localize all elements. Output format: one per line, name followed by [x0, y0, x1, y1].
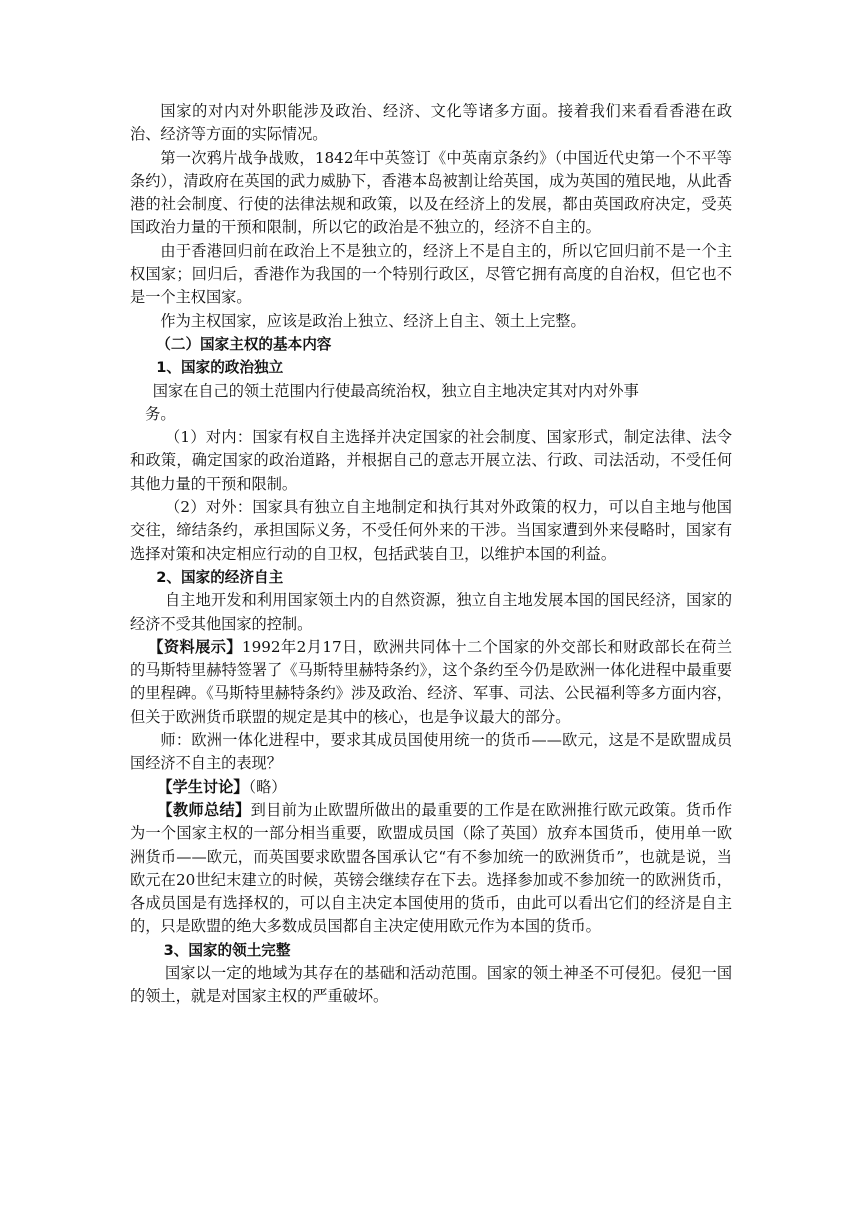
- paragraph-territory: 国家以一定的地域为其存在的基础和活动范围。国家的领土神圣不可侵犯。侵犯一国的领土，就是对国家主权的严重破坏。: [130, 963, 732, 1006]
- paragraph-supreme-power-line2: 务。: [145, 404, 176, 423]
- paragraph-teacher-question: 师：欧洲一体化进程中，要求其成员国使用统一的货币——欧元，这是不是欧盟成员国经济不自主的表现？: [130, 731, 732, 773]
- paragraph-functions: 国家的对内对外职能涉及政治、经济、文化等诸多方面。接着我们来看看香港在政治、经济等方面的实际情况。: [130, 102, 732, 144]
- heading-territorial-integrity: 3、国家的领土完整: [163, 941, 291, 959]
- paragraph-internal: （1）对内：国家有权自主选择并决定国家的社会制度、国家形式，制定法律、法令和政策，确定国家的政治道路，并根据自己的意志开展立法、行政、司法活动，不受任何其他力量的干预和限制。: [130, 428, 732, 493]
- paragraph-hong-kong-return: 由于香港回归前在政治上不是独立的，经济上不是自主的，所以它回归前不是一个主权国家；回归后，香港作为我国的一个特别行政区，尽管它拥有高度的自治权，但它也不是一个主权国家。: [130, 241, 732, 307]
- document-page: [130, 100, 732, 1009]
- paragraph-supreme-power: [130, 380, 732, 427]
- paragraph-student-discussion: [130, 776, 732, 799]
- material-display-text: 1992年2月17日，欧洲共同体十二个国家的外交部长和财政部长在荷兰的马斯特里赫特签署了《马斯特里赫特条约》，这个条约至今仍是欧洲一体化进程中最重要的里程碑。《马斯特里赫特条约》涉及政治、经济、军事、司法、公民福利等多方面内容，但关于欧洲货币联盟的规定是其中的核心，也是争议最大的部分。: [130, 637, 733, 726]
- teacher-summary-tag: 【教师总结】: [157, 800, 251, 819]
- paragraph-external: （2）对外：国家具有独立自主地制定和执行其对外政策的权力，可以自主地与他国交往，缔结条约，承担国际义务，不受任何外来的干涉。当国家遭到外来侵略时，国家有选择对策和决定相应行动的自卫权，包括武装自卫，以维护本国的利益。: [130, 498, 732, 563]
- student-discussion-tag: 【学生讨论】: [157, 777, 249, 796]
- heading-economic-autonomy: 2、国家的经济自主: [156, 568, 284, 586]
- material-display-tag: 【资料展示】: [148, 637, 242, 656]
- paragraph-material-display: [130, 636, 732, 729]
- paragraph-natural-resources: 自主地开发和利用国家领土内的自然资源，独立自主地发展本国的国民经济，国家的经济不受其他国家的控制。: [130, 591, 732, 633]
- paragraph-opium-war: 第一次鸦片战争战败，1842年中英签订《中英南京条约》（中国近代史第一个不平等条约），清政府在英国的武力威胁下，香港本岛被割让给英国，成为英国的殖民地，从此香港的社会制度、行使的法律法规和政策，以及在经济上的发展，都由英国政府决定，受英国政治力量的干预和限制，所以它的政治是不独立的，经济不自主的。: [130, 148, 732, 237]
- heading-basic-content: （二）国家主权的基本内容: [156, 335, 332, 353]
- paragraph-supreme-power-line1: 国家在自己的领土范围内行使最高统治权，独立自主地决定其对内对外事: [152, 381, 639, 400]
- paragraph-sovereign-state: 作为主权国家，应该是政治上独立、经济上自主、领土上完整。: [160, 311, 586, 330]
- teacher-summary-text: 到目前为止欧盟所做出的最重要的工作是在欧洲推行欧元政策。货币作为一个国家主权的一部分相当重要，欧盟成员国（除了英国）放弃本国货币，使用单一欧洲货币——欧元，而英国要求欧盟各国承认它“有不参加统一的欧洲货币”，也就是说，当欧元在20世纪末建立的时候，英镑会继续存在下去。选择参加或不参加统一的欧洲货币，各成员国是有选择权的，可以自主决定本国使用的货币，由此可以看出它们的经济是自主的，只是欧盟的绝大多数成员国都自主决定使用欧元作为本国的货币。: [130, 800, 733, 936]
- heading-political-independence: 1、国家的政治独立: [156, 359, 284, 377]
- paragraph-teacher-summary: [130, 799, 732, 939]
- student-discussion-text: （略）: [248, 777, 287, 796]
